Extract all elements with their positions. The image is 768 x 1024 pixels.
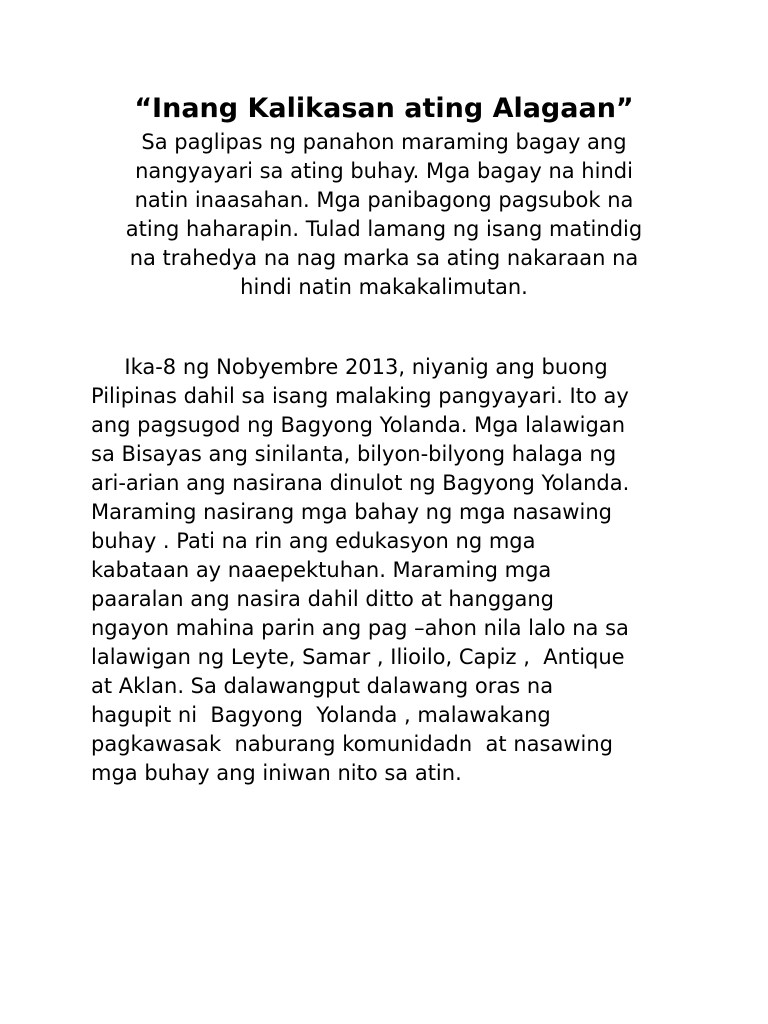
body-line: ang pagsugod ng Bagyong Yolanda. Mga lalawigan [91, 413, 626, 437]
intro-line: hindi natin makakalimutan. [240, 275, 528, 299]
body-line: at Aklan. Sa dalawangput dalawang oras na [91, 674, 554, 698]
body-line: buhay . Pati na rin ang edukasyon ng mga [91, 529, 536, 553]
intro-line: na trahedya na nag marka sa ating nakaraan na [129, 246, 639, 270]
body-line: kabataan ay naaepektuhan. Maraming mga [91, 558, 552, 582]
body-line: Maraming nasirang mga bahay ng mga nasawing [91, 500, 612, 524]
body-line: Pilipinas dahil sa isang malaking pangyayari. Ito ay [91, 384, 629, 408]
document-title: “Inang Kalikasan ating Alagaan” [134, 93, 634, 124]
body-line: lalawigan ng Leyte, Samar , Ilioilo, Capiz , Antique [91, 645, 625, 669]
intro-line: nangyayari sa ating buhay. Mga bagay na hindi [135, 159, 633, 183]
intro-line: natin inaasahan. Mga panibagong pagsubok na [134, 188, 634, 212]
body-line: ngayon mahina parin ang pag –ahon nila lalo na sa [91, 616, 629, 640]
intro-line: Sa paglipas ng panahon maraming bagay ang [141, 130, 627, 154]
body-line: sa Bisayas ang sinilanta, bilyon-bilyong halaga ng [91, 442, 617, 466]
body-line: paaralan ang nasira dahil ditto at hanggang [91, 587, 555, 611]
body-line: mga buhay ang iniwan nito sa atin. [91, 761, 462, 785]
body-line: pagkawasak naburang komunidadn at nasawing [91, 732, 613, 756]
intro-paragraph [94, 128, 674, 302]
body-line: Ika-8 ng Nobyembre 2013, niyanig ang buong [91, 355, 608, 379]
body-line: hagupit ni Bagyong Yolanda , malawakang [91, 703, 551, 727]
body-line: ari-arian ang nasirana dinulot ng Bagyong Yolanda. [91, 471, 630, 495]
intro-line: ating haharapin. Tulad lamang ng isang matindig [125, 217, 643, 241]
body-paragraph [91, 353, 681, 788]
